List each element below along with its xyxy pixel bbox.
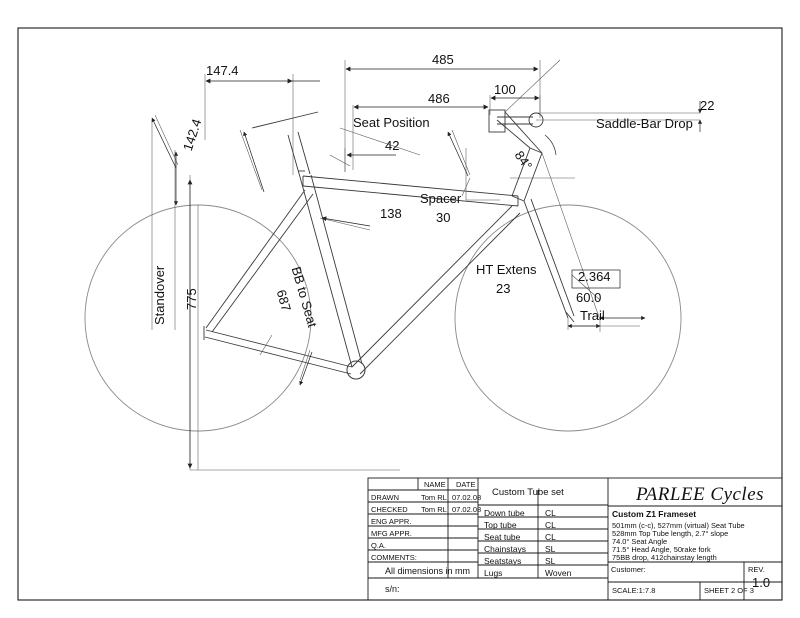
dim-84-deg: 84° xyxy=(511,148,536,173)
frameset-title: Custom Z1 Frameset xyxy=(612,509,697,519)
label-ht-extens: HT Extens xyxy=(476,262,537,277)
dim-30: 30 xyxy=(436,210,451,225)
titleblock-row-name-drawn: Tom RL xyxy=(421,493,447,502)
dim-775: 775 xyxy=(184,288,199,310)
spec-line-3: 74.0° Seat Angle xyxy=(612,537,668,546)
dim-687: 687 xyxy=(273,288,294,313)
company-name: PARLEE Cycles xyxy=(636,484,765,505)
rev-label: REV. xyxy=(748,565,765,574)
titleblock-row-date-checked: 07.02.08 xyxy=(452,505,482,514)
titleblock-row-label-eng-appr: ENG APPR. xyxy=(371,517,412,526)
sheet-label: SHEET 2 OF 3 xyxy=(704,586,754,595)
tube-row-top-tube-value: CL xyxy=(545,520,556,530)
spec-line-1: 501mm (c-c), 527mm (virtual) Seat Tube xyxy=(612,521,745,530)
titleblock-row-label-qa: Q.A. xyxy=(371,541,387,550)
tube-row-seat-tube-value: CL xyxy=(545,532,556,542)
dim-485: 485 xyxy=(432,52,454,67)
label-spacer: Spacer xyxy=(420,191,462,206)
dim-2-364: 2.364 xyxy=(578,269,611,284)
titleblock-col-name: NAME xyxy=(424,480,446,489)
dim-22: 22 xyxy=(700,98,715,113)
titleblock-note: All dimensions in mm xyxy=(385,566,471,576)
dim-147-4: 147.4 xyxy=(206,63,239,78)
spec-line-4: 71.5° Head Angle, 50rake fork xyxy=(612,545,711,554)
scale-label: SCALE:1:7.8 xyxy=(612,586,656,595)
titleblock-sn: s/n: xyxy=(385,584,400,594)
label-seat-position: Seat Position xyxy=(353,115,430,130)
titleblock-col-date: DATE xyxy=(456,480,476,489)
tube-row-seatstays-value: SL xyxy=(545,556,556,566)
tube-row-top-tube: Top tube xyxy=(484,520,517,530)
tube-set-header: Custom Tube set xyxy=(492,487,564,498)
tube-row-down-tube: Down tube xyxy=(484,508,525,518)
titleblock-row-label-checked: CHECKED xyxy=(371,505,408,514)
label-trail: Trail xyxy=(580,308,605,323)
tube-row-chainstays: Chainstays xyxy=(484,544,527,554)
dim-100: 100 xyxy=(494,82,516,97)
rev-value: 1.0 xyxy=(752,575,771,590)
tube-row-seatstays: Seatstays xyxy=(484,556,522,566)
tube-row-down-tube-value: CL xyxy=(545,508,556,518)
label-standover: Standover xyxy=(152,265,167,325)
dim-23: 23 xyxy=(496,281,511,296)
label-saddle-bar-drop: Saddle-Bar Drop xyxy=(596,116,693,131)
dim-486: 486 xyxy=(428,91,450,106)
titleblock-row-name-checked: Tom RL xyxy=(421,505,447,514)
titleblock-row-label-drawn: DRAWN xyxy=(371,493,400,502)
dim-42: 42 xyxy=(385,138,400,153)
spec-line-5: 75BB drop, 412chainstay length xyxy=(612,553,717,562)
dim-60-0: 60.0 xyxy=(576,290,602,305)
customer-label: Customer: xyxy=(611,565,646,574)
dim-138: 138 xyxy=(380,206,402,221)
titleblock-row-label-mfg-appr: MFG APPR. xyxy=(371,529,412,538)
tube-row-chainstays-value: SL xyxy=(545,544,556,554)
titleblock-row-label-comments: COMMENTS: xyxy=(371,553,417,562)
label-bb-to-seat: BB to Seat xyxy=(288,265,321,329)
tube-row-seat-tube: Seat tube xyxy=(484,532,521,542)
titleblock-row-date-drawn: 07.02.08 xyxy=(452,493,482,502)
dim-142-4: 142.4 xyxy=(180,117,205,153)
spec-line-2: 528mm Top Tube length, 2.7° slope xyxy=(612,529,729,538)
tube-row-lugs-value: Woven xyxy=(545,568,572,578)
tube-row-lugs: Lugs xyxy=(484,568,503,578)
